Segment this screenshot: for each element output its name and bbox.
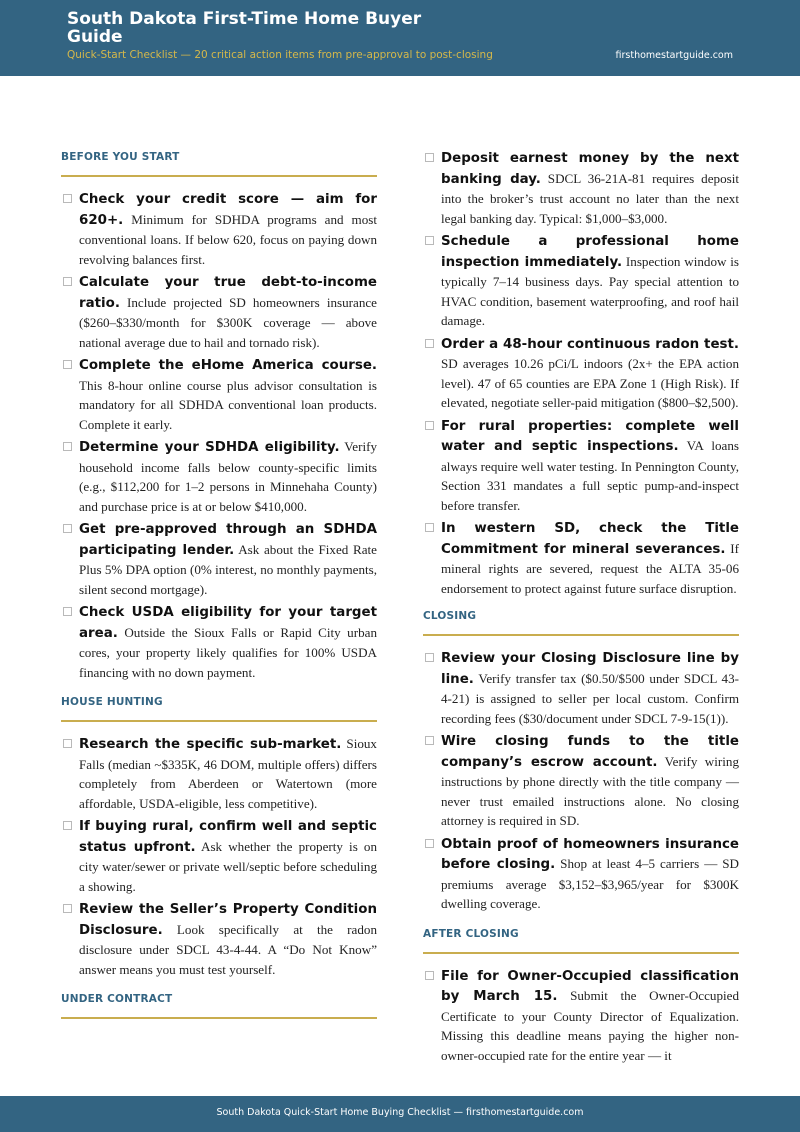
checkbox-icon[interactable] <box>63 360 72 369</box>
checklist <box>423 148 739 598</box>
section-title: CLOSING <box>423 610 739 636</box>
item-body: Verify household income falls below county-specific limits (e.g., $112,200 for 1–2 persons in Minnehaha County) and purchase price is at or below $410,000. <box>79 439 377 514</box>
checkbox-icon[interactable] <box>425 971 434 980</box>
item-lead: Calculate your true debt-to-income ratio. <box>79 275 377 311</box>
checkbox-icon[interactable] <box>425 523 434 532</box>
item-lead: Check USDA eligibility for your target area. <box>79 605 377 641</box>
item-body: Outside the Sioux Falls or Rapid City urban cores, your property likely qualifies for 100% USDA financing with no down payment. <box>79 624 377 680</box>
checklist-item <box>423 834 739 914</box>
checklist-item <box>423 648 739 728</box>
item-body: SD averages 10.26 pCi/L indoors (2x+ the EPA action level). 47 of 65 counties are EPA Zone 1 (High Risk). If elevated, negotiate seller-paid mitigation ($800–$2,500). <box>441 356 739 410</box>
item-body: Ask about the Fixed Rate Plus 5% DPA option (0% interest, no monthly payments, silent second mortgage). <box>79 541 377 597</box>
item-lead: Get pre-approved through an SDHDA participating lender. <box>79 522 377 558</box>
checklist-item <box>423 416 739 516</box>
checkbox-icon[interactable] <box>63 821 72 830</box>
checklist-item <box>61 437 377 516</box>
item-lead: Schedule a professional home inspection immediately. <box>441 234 739 270</box>
checklist-item <box>61 519 377 599</box>
checklist-item <box>61 355 377 434</box>
document-title: South Dakota First-Time Home Buyer Guide <box>67 9 422 47</box>
left-column <box>61 151 377 1033</box>
checkbox-icon[interactable] <box>63 194 72 203</box>
item-body: Shop at least 4–5 carriers — SD premiums average $3,152–$3,965/year for $300K dwelling coverage. <box>441 856 739 911</box>
item-lead: Review your Closing Disclosure line by line. <box>441 651 739 687</box>
item-lead: Deposit earnest money by the next banking day. <box>441 151 739 187</box>
checkbox-icon[interactable] <box>63 904 72 913</box>
checklist-item <box>61 899 377 979</box>
item-body: VA loans always require well water testing. In Pennington County, Section 331 mandates a full septic pump-and-inspect before transfer. <box>441 438 739 513</box>
checkbox-icon[interactable] <box>425 153 434 162</box>
section-under-contract <box>423 148 739 598</box>
footer-text: South Dakota Quick-Start Home Buying Checklist — firsthomestartguide.com <box>216 1107 584 1118</box>
checklist-item <box>423 731 739 831</box>
checklist-item <box>61 272 377 352</box>
item-body: Ask whether the property is on city water/sewer or private well/septic before scheduling a showing. <box>79 838 377 894</box>
item-lead: Check your credit score — aim for 620+. <box>79 192 377 228</box>
page-header <box>0 0 800 76</box>
checklist <box>423 966 739 1066</box>
item-lead: Obtain proof of homeowners insurance before closing. <box>441 836 739 872</box>
item-lead: Order a 48-hour continuous radon test. <box>441 336 739 352</box>
item-lead: Review the Seller’s Property Condition Disclosure. <box>79 902 377 938</box>
item-lead: Complete the eHome America course. <box>79 358 377 373</box>
item-lead: Research the specific sub-market. <box>79 737 342 752</box>
header-site-link[interactable]: firsthomestartguide.com <box>615 50 733 61</box>
item-lead: File for Owner-Occupied classification by March 15. <box>441 968 739 1004</box>
item-body: Verify wiring instructions by phone directly with the title company — never trust emailed instructions alone. No closing attorney is required in SD. <box>441 753 739 828</box>
section-under-contract-heading <box>61 993 377 1019</box>
item-lead: Wire closing funds to the title company’s escrow account. <box>441 734 739 770</box>
section-title: AFTER CLOSING <box>423 928 739 954</box>
checklist-item <box>423 231 739 331</box>
document-subtitle: Quick-Start Checklist — 20 critical action items from pre-approval to post-closing <box>67 49 493 61</box>
item-lead: If buying rural, confirm well and septic status upfront. <box>79 819 377 855</box>
item-lead: For rural properties: complete well water and septic inspections. <box>441 418 739 454</box>
checkbox-icon[interactable] <box>63 277 72 286</box>
item-body: If mineral rights are severed, request the ALTA 35-06 endorsement to protect against future surface disruption. <box>441 540 739 596</box>
item-lead: In western SD, check the Title Commitment for mineral severances. <box>441 521 739 557</box>
section-before-you-start <box>61 151 377 682</box>
item-body: This 8-hour online course plus advisor consultation is mandatory for all SDHDA conventional loan products. Complete it early. <box>79 377 377 432</box>
section-title: UNDER CONTRACT <box>61 993 377 1019</box>
checklist-item <box>423 334 739 413</box>
item-body: SDCL 36-21A-81 requires deposit into the broker’s trust account no later than the next legal banking day. Typical: $1,000–$3,000. <box>441 170 739 226</box>
checklist <box>423 648 739 914</box>
item-body: Look specifically at the radon disclosure under SDCL 43-4-44. A “Do Not Know” answer means you must test yourself. <box>79 921 377 977</box>
checkbox-icon[interactable] <box>425 339 434 348</box>
checklist-item <box>423 518 739 598</box>
checkbox-icon[interactable] <box>425 736 434 745</box>
item-body: Include projected SD homeowners insurance ($260–$330/month for $300K coverage — above national average due to hail and tornado risk). <box>79 294 377 350</box>
checkbox-icon[interactable] <box>425 839 434 848</box>
checkbox-icon[interactable] <box>425 653 434 662</box>
page-footer <box>0 1096 800 1132</box>
checklist <box>61 189 377 682</box>
checklist <box>61 734 377 979</box>
checklist-item <box>61 816 377 896</box>
checklist-item <box>423 148 739 228</box>
item-body: Submit the Owner-Occupied Certificate to your County Director of Equalization. Missing this deadline means paying the higher non-owner-occupied rate for the entire year — it <box>441 988 739 1063</box>
checklist-item <box>61 734 377 813</box>
checkbox-icon[interactable] <box>63 739 72 748</box>
section-closing <box>423 610 739 914</box>
item-body: Inspection window is typically 7–14 business days. Pay special attention to HVAC condition, basement waterproofing, and roof hail damage. <box>441 253 740 328</box>
checkbox-icon[interactable] <box>425 236 434 245</box>
item-body: Sioux Falls (median ~$335K, 46 DOM, multiple offers) differs completely from Aberdeen or Watertown (more affordable, USDA-eligible, less competitive). <box>79 736 377 811</box>
checkbox-icon[interactable] <box>63 524 72 533</box>
checkbox-icon[interactable] <box>63 607 72 616</box>
checklist-item <box>423 966 739 1066</box>
section-after-closing <box>423 928 739 1066</box>
right-column <box>423 148 739 1079</box>
section-house-hunting <box>61 696 377 979</box>
item-lead: Determine your SDHDA eligibility. <box>79 440 340 455</box>
item-body: Verify transfer tax ($0.50/$500 under SDCL 43-4-21) is assigned to seller per local custom. Confirm recording fees ($30/document under SDCL 7-9-15(1)). <box>441 670 739 726</box>
checkbox-icon[interactable] <box>425 421 434 430</box>
checkbox-icon[interactable] <box>63 442 72 451</box>
section-title: BEFORE YOU START <box>61 151 377 177</box>
checklist-item <box>61 189 377 269</box>
section-title: HOUSE HUNTING <box>61 696 377 722</box>
item-body: Minimum for SDHDA programs and most conventional loans. If below 620, focus on paying down revolving balances first. <box>79 211 377 267</box>
checklist-item <box>61 602 377 682</box>
